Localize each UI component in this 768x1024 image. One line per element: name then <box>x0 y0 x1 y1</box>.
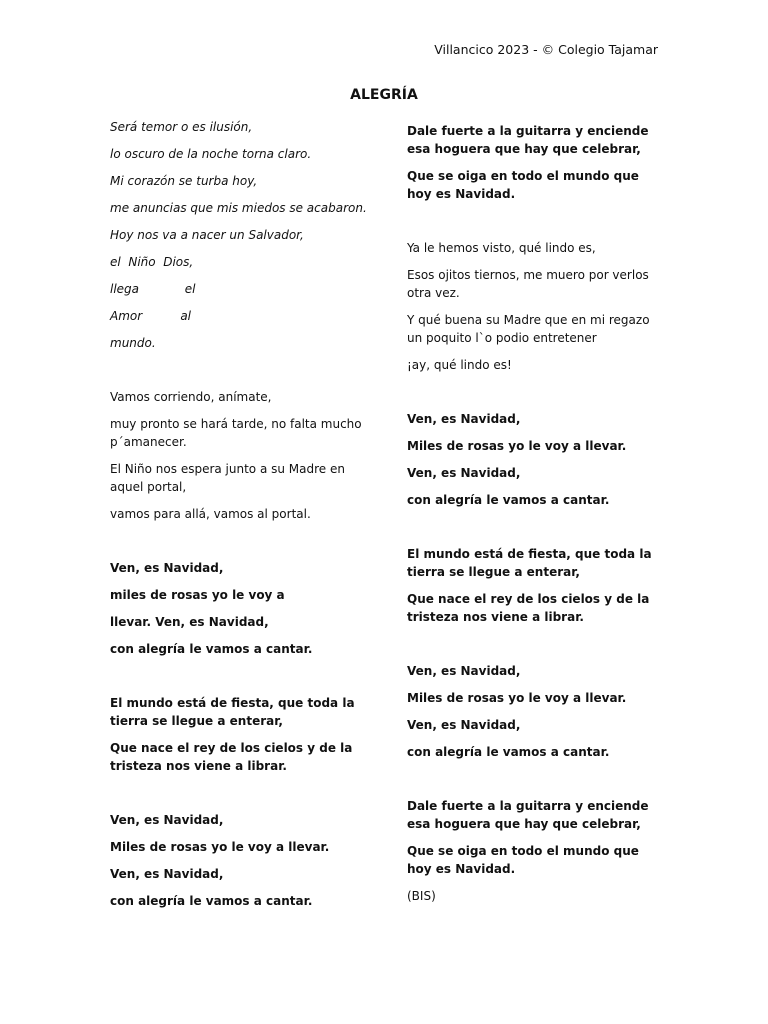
lyric-line: Dale fuerte a la guitarra y enciende esa hoguera que hay que celebrar, <box>407 799 649 831</box>
lyric-line: con alegría le vamos a cantar. <box>110 894 313 908</box>
lyric-line: el Niño Dios, <box>110 255 194 269</box>
left-bridge-stanza <box>110 694 362 775</box>
lyric-line: Hoy nos va a nacer un Salvador, <box>110 228 304 242</box>
repeat-marker: (BIS) <box>407 889 436 903</box>
left-chorus-stanza <box>110 559 362 658</box>
lyric-line: Ya le hemos visto, qué lindo es, <box>407 241 596 255</box>
right-final-refrain-stanza <box>407 797 659 905</box>
lyric-line: Ven, es Navidad, <box>110 561 224 575</box>
lyric-line: Amor al <box>110 309 192 323</box>
lyric-line: miles de rosas yo le voy a <box>110 588 285 602</box>
lyric-line: Que se oiga en todo el mundo que hoy es Navidad. <box>407 169 639 201</box>
page-title: ALEGRÍA <box>350 87 418 103</box>
right-chorus-stanza <box>407 410 659 509</box>
lyric-line: Y qué buena su Madre que en mi regazo un poquito l`o podio entretener <box>407 313 650 345</box>
lyric-line: Que nace el rey de los cielos y de la tristeza nos viene a librar. <box>110 741 353 773</box>
left-intro-stanza <box>110 118 367 352</box>
lyric-line: Que se oiga en todo el mundo que hoy es Navidad. <box>407 844 639 876</box>
right-column <box>407 122 659 905</box>
lyric-line: Miles de rosas yo le voy a llevar. <box>110 840 330 854</box>
lyric-line: lo oscuro de la noche torna claro. <box>110 147 312 161</box>
lyric-line: ¡ay, qué lindo es! <box>407 358 512 372</box>
lyric-line: Mi corazón se turba hoy, <box>110 174 258 188</box>
lyric-line: Ven, es Navidad, <box>407 664 521 678</box>
lyric-line: Será temor o es ilusión, <box>110 120 253 134</box>
lyric-line: El Niño nos espera junto a su Madre en aquel portal, <box>110 462 345 494</box>
lyric-line: con alegría le vamos a cantar. <box>110 642 313 656</box>
lyric-line: Ven, es Navidad, <box>110 867 224 881</box>
lyric-line: con alegría le vamos a cantar. <box>407 745 610 759</box>
right-verse-stanza <box>407 239 659 374</box>
lyric-line: Esos ojitos tiernos, me muero por verlos otra vez. <box>407 268 649 300</box>
lyric-line: llevar. Ven, es Navidad, <box>110 615 269 629</box>
lyric-line: llega el <box>110 282 196 296</box>
left-verse-stanza <box>110 388 362 523</box>
lyric-line: Dale fuerte a la guitarra y enciende esa hoguera que hay que celebrar, <box>407 124 649 156</box>
left-chorus-repeat-stanza <box>110 811 362 910</box>
lyric-line: Que nace el rey de los cielos y de la tristeza nos viene a librar. <box>407 592 650 624</box>
lyric-line: Vamos corriendo, anímate, <box>110 390 272 404</box>
lyric-line: me anuncias que mis miedos se acabaron. <box>110 201 367 215</box>
right-chorus-repeat-stanza <box>407 662 659 761</box>
lyric-line: El mundo está de fiesta, que toda la tierra se llegue a enterar, <box>407 547 652 579</box>
left-column <box>110 118 367 910</box>
lyric-line: Ven, es Navidad, <box>407 718 521 732</box>
lyric-line: Ven, es Navidad, <box>110 813 224 827</box>
lyric-line: muy pronto se hará tarde, no falta mucho p´amanecer. <box>110 417 362 449</box>
right-refrain-stanza <box>407 122 659 203</box>
lyric-line: Ven, es Navidad, <box>407 466 521 480</box>
lyric-line: Ven, es Navidad, <box>407 412 521 426</box>
page-header: Villancico 2023 - © Colegio Tajamar <box>434 42 658 57</box>
lyric-line: Miles de rosas yo le voy a llevar. <box>407 439 627 453</box>
lyric-line: con alegría le vamos a cantar. <box>407 493 610 507</box>
lyric-line: Miles de rosas yo le voy a llevar. <box>407 691 627 705</box>
right-bridge-stanza <box>407 545 659 626</box>
lyric-line: mundo. <box>110 336 156 350</box>
lyric-line: El mundo está de fiesta, que toda la tierra se llegue a enterar, <box>110 696 355 728</box>
lyric-line: vamos para allá, vamos al portal. <box>110 507 311 521</box>
